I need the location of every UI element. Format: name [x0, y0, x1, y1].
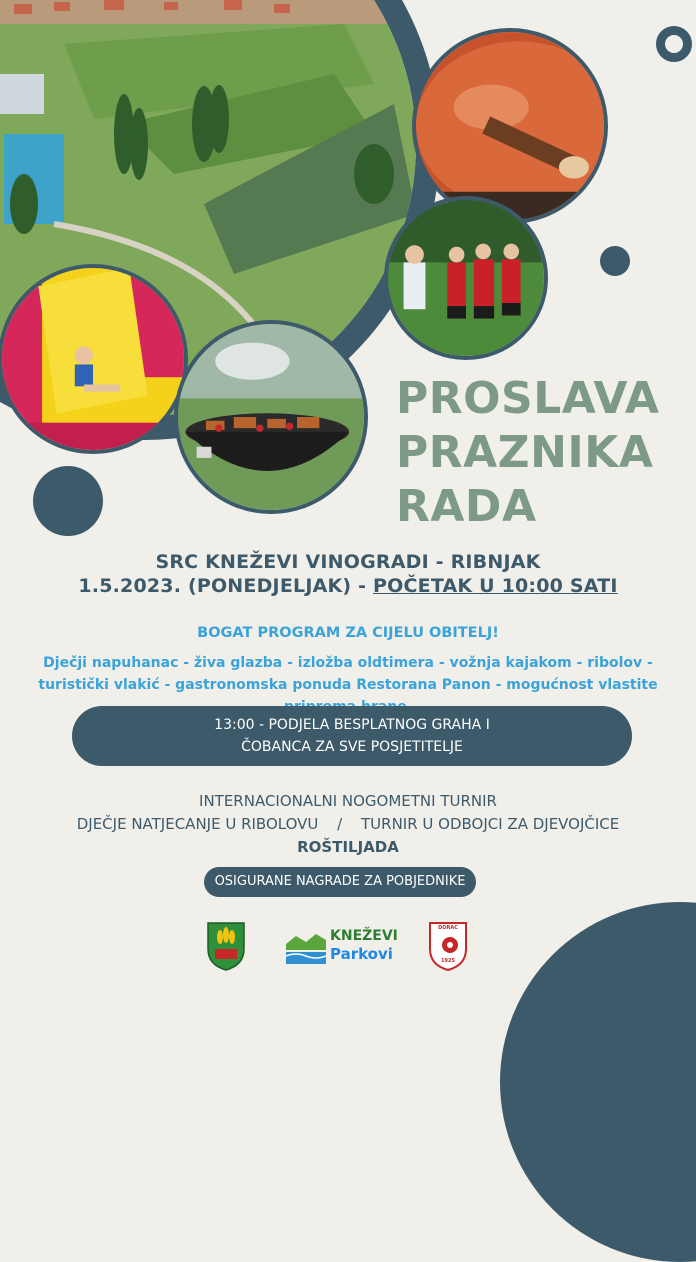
- parks-hills-icon: [286, 930, 326, 964]
- free-food-line-1: 13:00 - PODJELA BESPLATNOG GRAHA I: [214, 717, 490, 733]
- title-line-3: RADA: [396, 481, 537, 532]
- event-fishing: DJEČJE NATJECANJE U RIBOLOVU: [76, 815, 319, 833]
- event-barbecue: [0, 838, 696, 856]
- decorative-dot-small: [600, 246, 630, 276]
- prizes-badge: OSIGURANE NAGRADE ZA POBJEDNIKE: [204, 867, 476, 897]
- venue-line: [0, 551, 696, 573]
- municipality-coat-of-arms-logo: [206, 921, 246, 971]
- title-line-2: PRAZNIKA: [396, 427, 654, 478]
- club-logo-year: 1925: [441, 958, 455, 964]
- event-title: [396, 372, 686, 534]
- start-time: POČETAK U 10:00 SATI: [373, 575, 618, 597]
- program-details: Dječji napuhanac - živa glazba - izložba oldtimera - vožnja kajakom - ribolov - turistički vlakić - gastronomska ponuda Restorana Panon - mogućnost vlastite: [38, 655, 658, 693]
- decorative-dot-large: [33, 466, 103, 536]
- title-line-1: PROSLAVA: [396, 373, 660, 424]
- kids-football-photo: [384, 196, 548, 360]
- free-food-banner: [72, 706, 632, 766]
- club-logo-top-text: DORAC: [438, 925, 458, 931]
- barbecue-grill-photo: [174, 320, 368, 514]
- event-volleyball: TURNIR U ODBOJCI ZA DJEVOJČICE: [361, 815, 620, 833]
- decorative-ring-small: [656, 26, 692, 62]
- knezevi-parkovi-logo: [286, 928, 406, 966]
- parks-logo-line-2: Parkovi: [330, 945, 393, 963]
- venue-name: SRC KNEŽEVI VINOGRADI - RIBNJAK: [155, 551, 541, 573]
- program-heading: BOGAT PROGRAM ZA CIJELU OBITELJ!: [197, 625, 499, 641]
- event-barbecue-label: ROŠTILJADA: [297, 838, 399, 856]
- events-separator: /: [337, 815, 343, 833]
- event-date: 1.5.2023. (PONEDJELJAK) -: [78, 575, 374, 597]
- decorative-corner-disc: [500, 902, 696, 1262]
- events-row: [0, 815, 696, 833]
- free-food-line-2: ČOBANCA ZA SVE POSJETITELJE: [241, 739, 463, 755]
- event-football-tournament: INTERNACIONALNI NOGOMETNI TURNIR: [199, 792, 497, 810]
- date-line: [0, 575, 696, 597]
- football-club-logo: [428, 921, 468, 971]
- bean-stew-photo: [412, 28, 608, 224]
- parks-logo-line-1: KNEŽEVI: [330, 928, 398, 944]
- bouncy-castle-photo: [0, 264, 188, 454]
